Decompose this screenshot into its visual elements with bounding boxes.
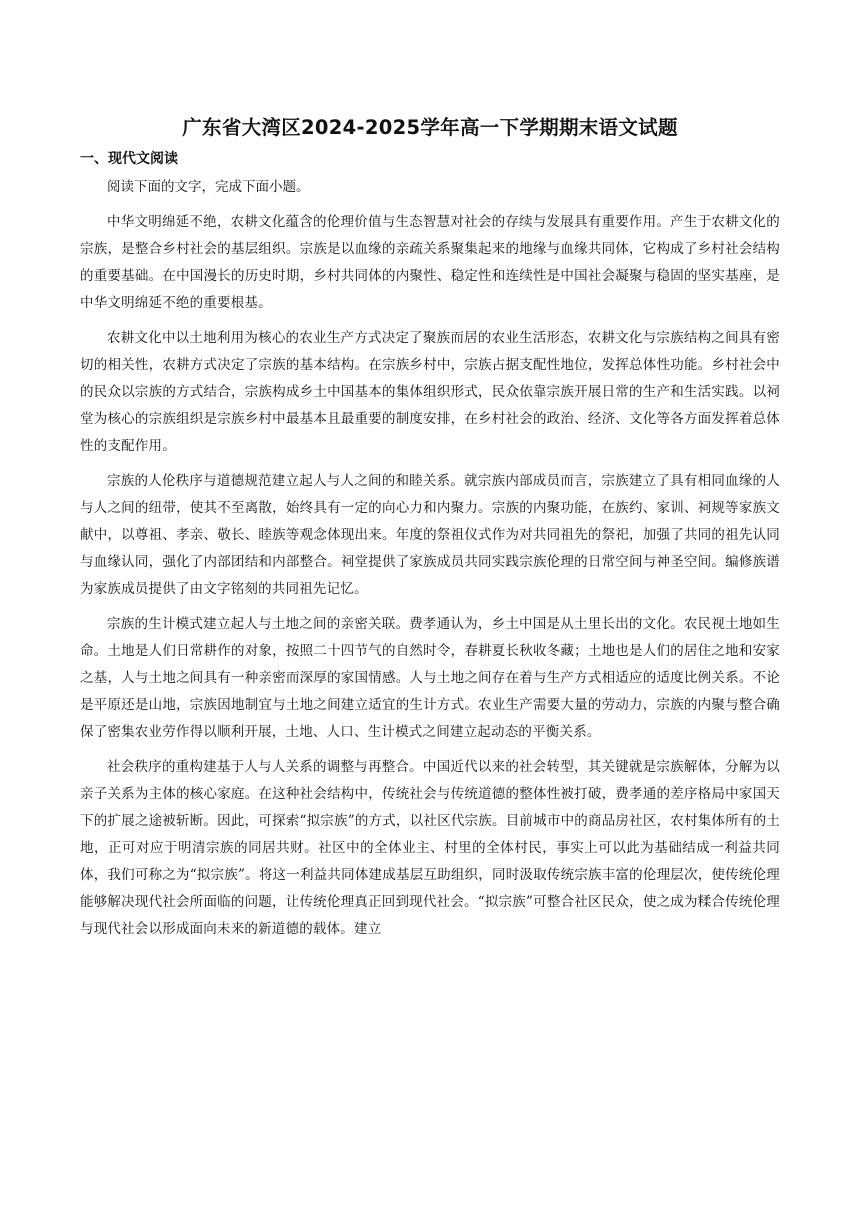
document-page [80,112,780,943]
paragraph-2: 农耕文化中以土地利用为核心的农业生产方式决定了聚族而居的农业生活形态，农耕文化与宗族结构之间具有密切的相关性，农耕方式决定了宗族的基本结构。在宗族乡村中，宗族占据支配性地位，发挥总体性功能。乡村社会中的民众以宗族的方式结合，宗族构成乡土中国基本的集体组织形式，民众依靠宗族开展日常的生产和生活实践。以祠堂为核心的宗族组织是宗族乡村中最基本且最重要的制度安排，在乡村社会的政治、经济、文化等各方面发挥着总体性的支配作用。 [80,330,780,454]
paragraph-3: 宗族的人伦秩序与道德规范建立起人与人之间的和睦关系。就宗族内部成员而言，宗族建立了具有相同血缘的人与人之间的纽带，使其不至离散，始终具有一定的向心力和内聚力。宗族的内聚功能，在族约、家训、祠规等家族文献中，以尊祖、孝亲、敬长、睦族等观念体现出来。年度的祭祖仪式作为对共同祖先的祭祀，加强了共同的祖先认同与血缘认同，强化了内部团结和内部整合。祠堂提供了家族成员共同实践宗族伦理的日常空间与神圣空间。编修族谱为家族成员提供了由文字铭刻的共同祖先记忆。 [80,473,780,597]
document-title: 广东省大湾区2024-2025学年高一下学期期末语文试题 [182,116,678,139]
reading-instruction: 阅读下面的文字，完成下面小题。 [107,179,310,195]
paragraph-5: 社会秩序的重构建基于人与人关系的调整与再整合。中国近代以来的社会转型，其关键就是宗族解体，分解为以亲子关系为主体的核心家庭。在这种社会结构中，传统社会与传统道德的整体性被打破，费孝通的差序格局中家国天下的扩展之途被斩断。因此，可探索“拟宗族”的方式，以社区代宗族。目前城市中的商品房社区，农村集体所有的土地，正可对应于明清宗族的同居共财。社区中的全体业主、村里的全体村民，事实上可以此为基础结成一利益共同体，我们可称之为“拟宗族”。将这一利益共同体建成基层互助组织，同时汲取传统宗族丰富的伦理层次，使传统伦理能够解决现代社会所面临的问题，让传统伦理真正回到现代社会。“拟宗族”可整合社区民众，使之成为糅合传统伦理与现代社会以形成面向未来的新道德的载体。建立 [80,759,780,937]
paragraph-1: 中华文明绵延不绝，农耕文化蕴含的伦理价值与生态智慧对社会的存续与发展具有重要作用。产生于农耕文化的宗族，是整合乡村社会的基层组织。宗族是以血缘的亲疏关系聚集起来的地缘与血缘共同体，它构成了乡村社会结构的重要基础。在中国漫长的历史时期，乡村共同体的内聚性、稳定性和连续性是中国社会凝聚与稳固的坚实基座，是中华文明绵延不绝的重要根基。 [80,214,780,311]
paragraph-4: 宗族的生计模式建立起人与土地之间的亲密关联。费孝通认为，乡土中国是从土里长出的文化。农民视土地如生命。土地是人们日常耕作的对象，按照二十四节气的自然时令，春耕夏长秋收冬藏；土地也是人们的居住之地和安家之基，人与土地之间具有一种亲密而深厚的家国情感。人与土地之间存在着与生产方式相适应的适度比例关系。不论是平原还是山地，宗族因地制宜与土地之间建立适宜的生计方式。农业生产需要大量的劳动力，宗族的内聚与整合确保了密集农业劳作得以顺利开展，土地、人口、生计模式之间建立起动态的平衡关系。 [80,616,780,740]
section-heading: 一、现代文阅读 [80,151,178,167]
